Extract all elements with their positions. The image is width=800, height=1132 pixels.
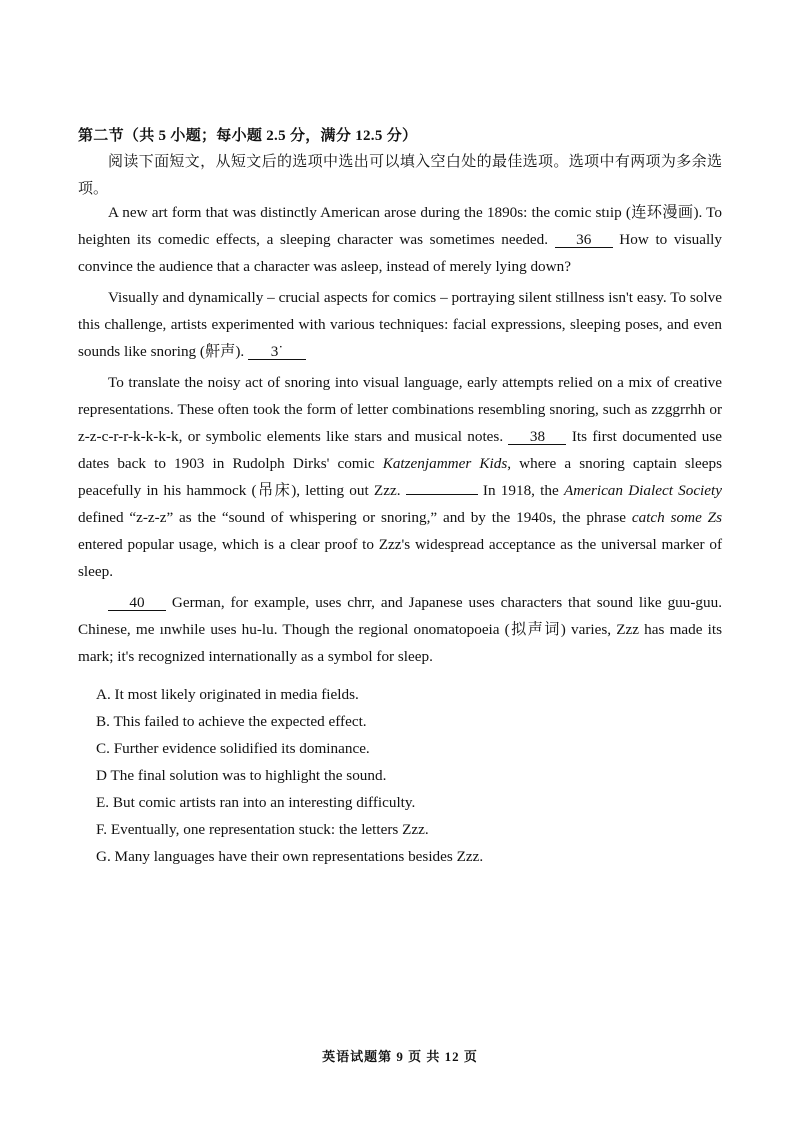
- paragraph-3-text-b: Its first documented use dates back to 1903 in Rudolph Dirks' comic: [78, 428, 723, 472]
- page-footer: 英语试题第 9 页 共 12 页: [322, 1049, 478, 1064]
- paragraph-3-text-d: In 1918, the: [477, 482, 564, 499]
- paragraph-3-text-c: , where a snoring captain sleeps peacefully in his hammock (吊床), letting out Zzz.: [78, 455, 722, 499]
- paragraph-1: [78, 199, 722, 280]
- option-c: C. Further evidence solidified its dominance.: [96, 740, 370, 757]
- comic-title: Katzenjammer Kids: [382, 455, 508, 472]
- paragraph-3: [78, 369, 722, 585]
- paragraph-1-text-a: A new art form that was distinctly American arose during the 1890s: the comic stıip (连环漫画). To heighten its comedic effects, a sleeping character was sometimes needed.: [78, 204, 722, 248]
- answer-options: [96, 681, 716, 870]
- reading-passage: [78, 199, 722, 674]
- option-d: D The final solution was to highlight the sound.: [96, 767, 387, 784]
- paragraph-1-text-b: How to visually convince the audience that a character was asleep, instead of merely lying down?: [78, 231, 722, 275]
- option-f: F. Eventually, one representation stuck: the letters Zzz.: [96, 821, 429, 838]
- blank-36: 36: [555, 232, 613, 248]
- blank-37: 3˙: [248, 344, 306, 360]
- blank-40: 40: [108, 595, 166, 611]
- phrase-catch-some-zs: catch some Zs: [631, 509, 722, 526]
- paragraph-3-text-f: entered popular usage, which is a clear proof to Zzz's widespread acceptance as the universal marker of sleep.: [78, 536, 722, 580]
- paragraph-3-text-e: defined “z-z-z” as the “sound of whispering or snoring,” and by the 1940s, the phrase: [78, 509, 632, 526]
- paragraph-4-text-a: German, for example, uses chrr, and Japanese uses characters that sound like guu-guu. Chinese, me ınwhile uses hu-lu. Though the regional onomatopoeia (拟声词) varies, Zzz has made its mark; it's recognized internationally as a symbol for sleep.: [78, 594, 722, 665]
- paragraph-2: [78, 284, 722, 365]
- blank-38: 38: [508, 429, 566, 445]
- option-g: G. Many languages have their own representations besides Zzz.: [96, 848, 484, 865]
- paragraph-2-text-a: Visually and dynamically – crucial aspects for comics – portraying silent stillness isn't easy. To solve this challenge, artists experimented with various techniques: facial expressions, sleeping poses, and even sounds like snoring (鼾声).: [78, 289, 722, 360]
- society-name: American Dialect Society: [563, 482, 722, 499]
- paragraph-4: [78, 589, 722, 670]
- paragraph-3-text-a: To translate the noisy act of snoring into visual language, early attempts relied on a mix of creative representations. These often took the form of letter combinations resembling snoring, such as zzggrrhh or z-z-c-r-r-k-k-k-k, or symbolic elements like stars and musical notes.: [78, 374, 722, 445]
- section-title: 第二节（共 5 小题；每小题 2.5 分，满分 12.5 分）: [78, 128, 418, 144]
- section-instructions: 阅读下面短文，从短文后的选项中选出可以填入空白处的最佳选项。选项中有两项为多余选项。: [78, 154, 722, 197]
- option-a: A. It most likely originated in media fields.: [96, 686, 359, 703]
- option-b: B. This failed to achieve the expected effect.: [96, 713, 367, 730]
- option-e: E. But comic artists ran into an interesting difficulty.: [96, 794, 416, 811]
- blank-39: [406, 494, 478, 495]
